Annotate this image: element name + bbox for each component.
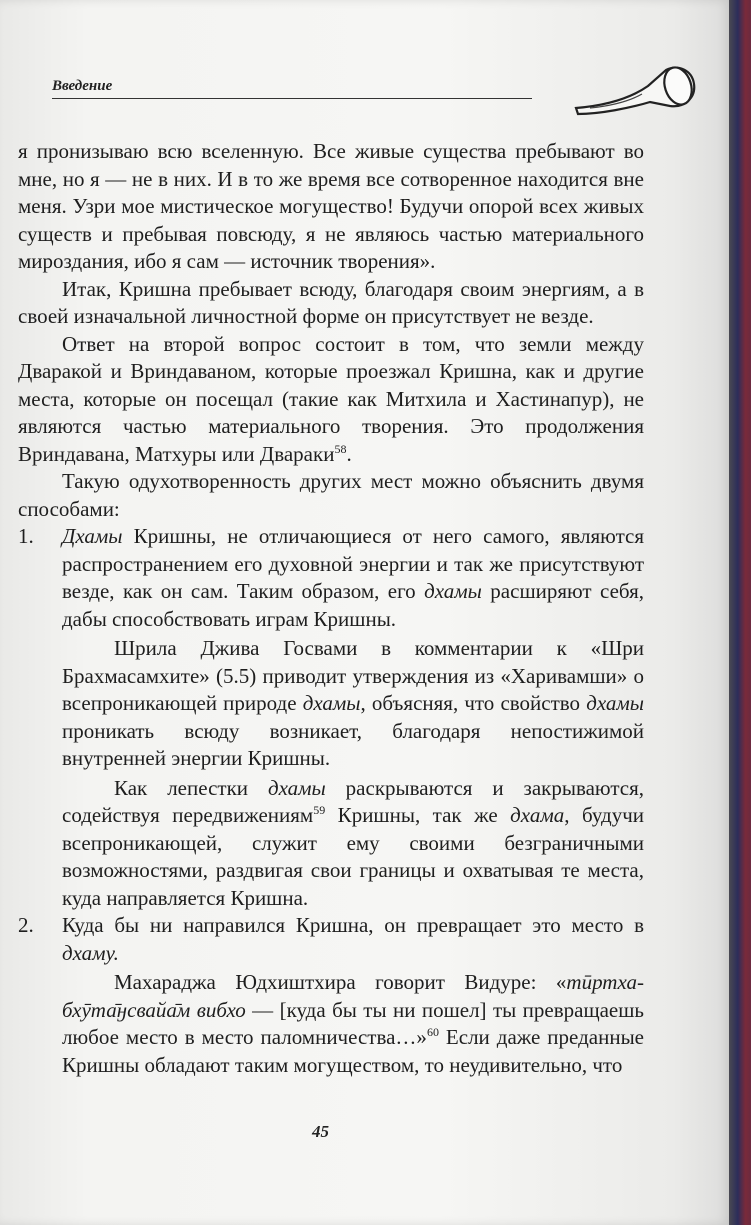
paragraph-text: Если даже преданные Кришны обладают таким могуществом, то неудивительно, что xyxy=(62,1025,644,1077)
paragraph-text: Кришны, так же xyxy=(325,803,511,827)
list-item xyxy=(18,912,644,967)
paragraph-text: Куда бы ни направился Кришна, он превращает это место в xyxy=(62,913,644,937)
paragraph xyxy=(18,969,644,1079)
italic-term: дхамы xyxy=(424,579,482,603)
italic-term: дхамы xyxy=(267,775,326,800)
body-text xyxy=(18,138,644,1079)
paragraph-text: , объясняя, что свойство xyxy=(360,691,587,715)
paragraph: Итак, Кришна пребывает всюду, благодаря своим энергиям, а в своей изначальной личностной форме он присутствует не везде. xyxy=(18,276,644,328)
book-spine-edge xyxy=(729,0,751,1225)
paragraph: я пронизываю всю вселенную. Все живые существа пребывают во мне, но я — не в них. И в то же время все сотворенное находится вне меня. Узри мое мистическое могущество! Будучи опорой всех живых существ и пребывая повсюду, я не являюсь частью материального мироздания, ибо я сам — источник творения». xyxy=(18,139,644,273)
list-item-body xyxy=(62,912,644,967)
paragraph-text: . xyxy=(346,441,352,466)
paragraph-text: — [куда бы ты ни пошел] ты превращаешь любое место в место паломничества…» xyxy=(62,997,644,1049)
italic-term: дхамы xyxy=(302,691,361,715)
footnote-ref: 59 xyxy=(313,803,326,817)
paragraph xyxy=(18,775,644,913)
page-number: 45 xyxy=(312,1122,329,1141)
paragraph-text: проникать всюду возникает, благодаря непостижимой внутренней энергии Кришны. xyxy=(62,718,644,770)
list-number: 1. xyxy=(18,524,34,548)
chapter-title: Введение xyxy=(52,78,113,94)
paragraph-text: Как лепестки xyxy=(114,775,268,800)
italic-term: дхамы xyxy=(586,691,645,715)
italic-term: Дхамы xyxy=(62,524,123,548)
paragraph-text: расширяют себя, дабы способствовать играм Кришны. xyxy=(62,579,644,631)
footnote-ref: 60 xyxy=(426,1025,439,1039)
paragraph-text: Кришны, не отличающиеся от него самого, являются распространением его духовной энергии и так же присутствуют везде, как он сам. Таким образом, его xyxy=(62,524,644,603)
italic-term: дхама xyxy=(510,803,565,827)
paragraph-text: раскрываются и закрываются, содействуя передвижениям xyxy=(62,775,644,827)
paragraph-text: Махараджа Юдхиштхира говорит Видуре: « xyxy=(114,970,567,994)
paragraph xyxy=(18,635,644,773)
running-header xyxy=(52,70,632,110)
paragraph xyxy=(62,523,644,633)
header-rule xyxy=(52,98,532,99)
footnote-ref: 58 xyxy=(334,441,347,456)
paragraph-text: , будучи всепроникающей, служит ему своими безграничными возможностями, раздвигая свои границы и охватывая те места, куда направляется Кришна. xyxy=(62,803,645,910)
paragraph: Такую одухотворенность других мест можно объяснить двумя способами: xyxy=(18,469,644,521)
paragraph xyxy=(62,912,644,967)
paragraph-text: Шрила Джива Госвами в комментарии к «Шри Брахмасамхите» (5.5) приводит утверждения из «Харивамши» о всепроникающей природе xyxy=(62,636,644,715)
italic-term: тӣртха-бхӯта̄ӈсвайа̄м вибхо xyxy=(62,970,644,1022)
list-number: 2. xyxy=(18,913,34,937)
list-item xyxy=(18,523,644,633)
paragraph xyxy=(18,331,644,469)
conch-horn-icon xyxy=(570,56,698,122)
list-item-body xyxy=(62,523,644,633)
italic-term: дхаму. xyxy=(62,940,119,965)
paragraph-text: Ответ на второй вопрос состоит в том, что земли между Дваракой и Вриндаваном, которые проезжал Кришна, как и другие места, которые он посещал (такие как Митхила и Хастинапур), не являются частью материального творения. Это продолжения Вриндавана, Матхуры или Двараки xyxy=(18,331,644,466)
